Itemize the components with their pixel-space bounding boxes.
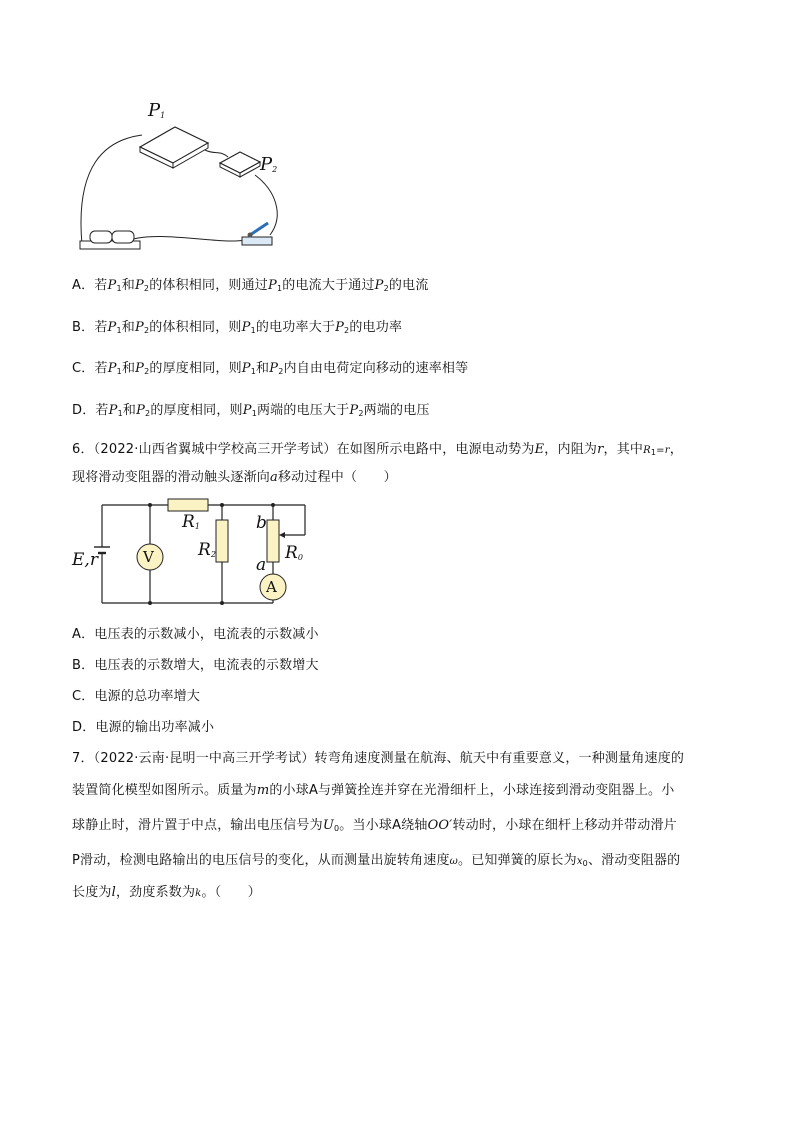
q6-option-a: A．电压表的示数减小，电流表的示数减小 <box>72 627 319 642</box>
ammeter-label: A <box>266 578 277 596</box>
r1-label: $R_1$ <box>182 512 200 532</box>
q6-stem-line2: 现将滑动变阻器的滑动触头逐渐向a移动过程中（ ） <box>72 470 397 485</box>
q6-option-b: B．电压表的示数增大，电流表的示数增大 <box>72 658 319 673</box>
p2-label: $P_2$ <box>260 154 278 175</box>
q6-option-c: C．电源的总功率增大 <box>72 689 201 704</box>
r2-label: $R_2$ <box>198 540 216 560</box>
source-label: E,r <box>72 550 98 570</box>
a-label: a <box>256 555 267 575</box>
q5-option-a: A．若$P_1$和$P_2$的体积相同，则通过$P_1$的电流大于通过$P_2$的电流 <box>72 278 429 293</box>
plates-figure <box>70 95 290 255</box>
q6-option-d: D．电源的输出功率减小 <box>72 720 215 735</box>
q5-option-d: D．若$P_1$和$P_2$的厚度相同，则$P_1$两端的电压大于$P_2$两端的电压 <box>72 403 430 418</box>
r0-label: $R_0$ <box>285 543 303 563</box>
q7-line5: 长度为l，劲度系数为k。（ ） <box>72 885 261 900</box>
q7-line2: 装置简化模型如图所示。质量为m的小球A与弹簧拴连并穿在光滑细杆上，小球连接到滑动变阻器上。小 <box>72 783 675 798</box>
p1-label: $P_1$ <box>148 100 166 121</box>
q7-line3: 球静止时，滑片置于中点，输出电压信号为$U_0$。当小球A绕轴OO′转动时，小球在细杆上移动并带动滑片 <box>72 818 677 833</box>
q5-option-b: B．若$P_1$和$P_2$的体积相同，则$P_1$的电功率大于$P_2$的电功率 <box>72 320 403 335</box>
q5-option-c: C．若$P_1$和$P_2$的厚度相同，则$P_1$和$P_2$内自由电荷定向移动的速率相等 <box>72 361 469 376</box>
b-label: b <box>256 513 267 533</box>
q7-line1: 7．（2022·云南·昆明一中高三开学考试）转弯角速度测量在航海、航天中有重要意义，一种测量角速度的 <box>72 751 685 766</box>
q6-stem-line1: 6．（2022·山西省翼城中学校高三开学考试）在如图所示电路中，电源电动势为E，内阻为r，其中$R_1=r$， <box>72 442 683 457</box>
q7-line4: P滑动，检测电路输出的电压信号的变化，从而测量出旋转角速度ω。已知弹簧的原长为$x_0$、滑动变阻器的 <box>72 853 681 868</box>
voltmeter-label: V <box>143 548 154 566</box>
